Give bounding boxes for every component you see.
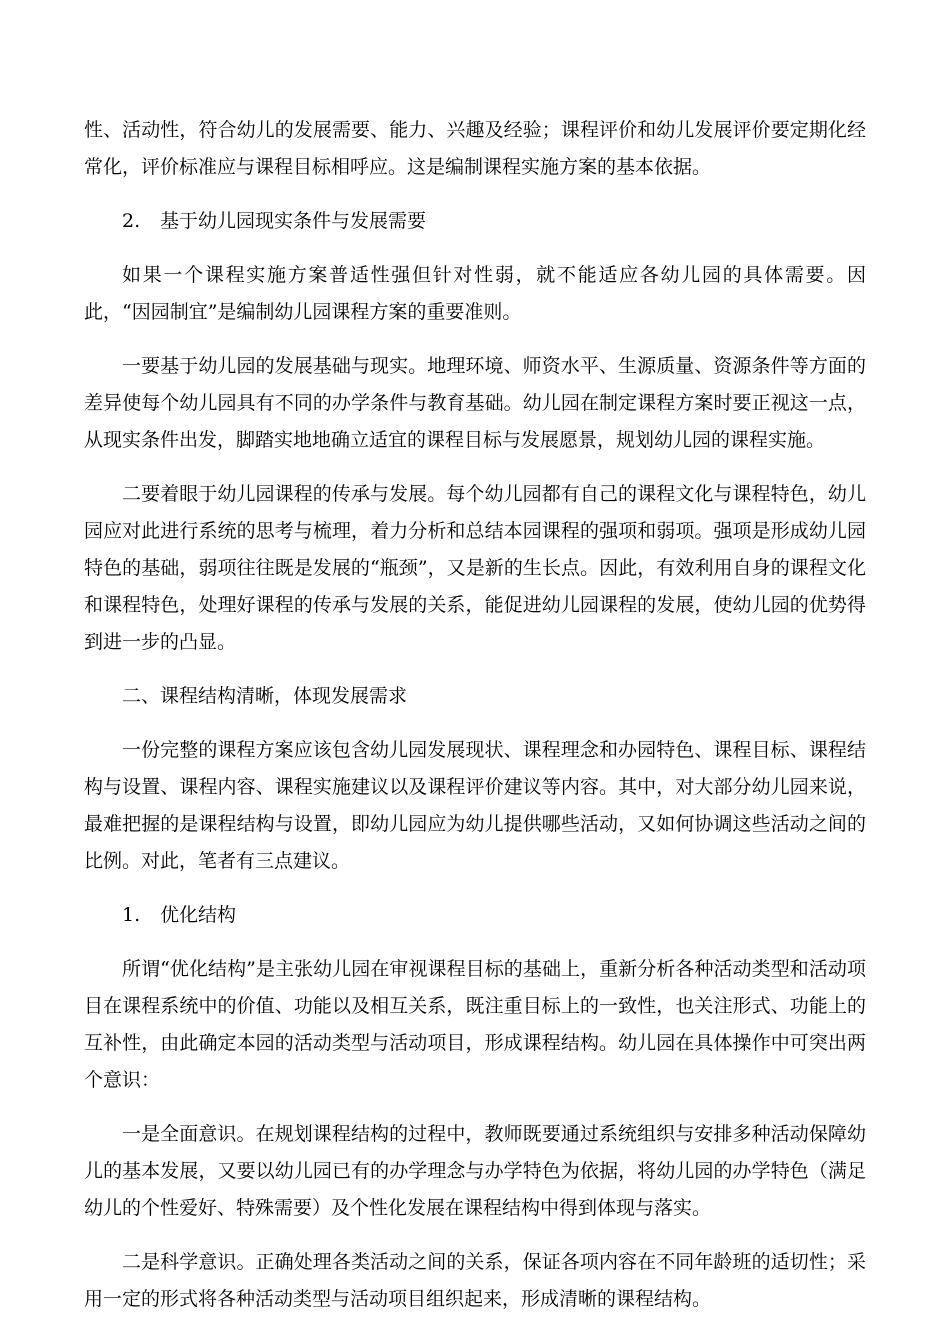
section-heading-2 xyxy=(84,203,866,240)
paragraph: 一是全面意识。在规划课程结构的过程中，教师既要通过系统组织与安排多种活动保障幼儿的基本发展，又要以幼儿园已有的办学理念与办学特色为依据，将幼儿园的办学特色（满足幼儿的个性爱好、特殊需要）及个性化发展在课程结构中得到体现与落实。 xyxy=(84,1123,866,1219)
paragraph: 二是科学意识。正确处理各类活动之间的关系，保证各项内容在不同年龄班的适切性；采用一定的形式将各种活动类型与活动项目组织起来，形成清晰的课程结构。 xyxy=(84,1251,866,1310)
document-body xyxy=(84,112,866,1335)
section-heading-1 xyxy=(84,897,866,934)
section-title: 基于幼儿园现实条件与发展需要 xyxy=(160,210,427,232)
paragraph: 一要基于幼儿园的发展基础与现实。地理环境、师资水平、生源质量、资源条件等方面的差异使每个幼儿园具有不同的办学条件与教育基础。幼儿园在制定课程方案时要正视这一点，从现实条件出发，脚踏实地地确立适宜的课程目标与发展愿景，规划幼儿园的课程实施。 xyxy=(84,355,866,451)
paragraph: 所谓“优化结构”是主张幼儿园在审视课程目标的基础上，重新分析各种活动类型和活动项目在课程系统中的价值、功能以及相互关系，既注重目标上的一致性，也关注形式、功能上的互补性，由此确定本园的活动类型与活动项目，形成课程结构。幼儿园在具体操作中可突出两个意识： xyxy=(84,958,866,1091)
section-number: 2. xyxy=(122,210,141,232)
section-number: 1. xyxy=(122,904,141,926)
paragraph-continuation: 性、活动性，符合幼儿的发展需要、能力、兴趣及经验；课程评价和幼儿发展评价要定期化经常化，评价标准应与课程目标相呼应。这是编制课程实施方案的基本依据。 xyxy=(84,119,866,178)
paragraph: 二要着眼于幼儿园课程的传承与发展。每个幼儿园都有自己的课程文化与课程特色，幼儿园应对此进行系统的思考与梳理，着力分析和总结本园课程的强项和弱项。强项是形成幼儿园特色的基础，弱项往往既是发展的“瓶颈”，又是新的生长点。因此，有效利用自身的课程文化和课程特色，处理好课程的传承与发展的关系，能促进幼儿园课程的发展，使幼儿园的优势得到进一步的凸显。 xyxy=(84,483,866,653)
paragraph: 如果一个课程实施方案普适性强但针对性弱，就不能适应各幼儿园的具体需要。因此，“因园制宜”是编制幼儿园课程方案的重要准则。 xyxy=(84,264,866,323)
section-title: 优化结构 xyxy=(160,904,237,926)
paragraph: 一份完整的课程方案应该包含幼儿园发展现状、课程理念和办园特色、课程目标、课程结构与设置、课程内容、课程实施建议以及课程评价建议等内容。其中，对大部分幼儿园来说，最难把握的是课程结构与设置，即幼儿园应为幼儿提供哪些活动，又如何协调这些活动之间的比例。对此，笔者有三点建议。 xyxy=(84,739,866,872)
chapter-heading: 二、课程结构清晰，体现发展需求 xyxy=(122,685,408,707)
